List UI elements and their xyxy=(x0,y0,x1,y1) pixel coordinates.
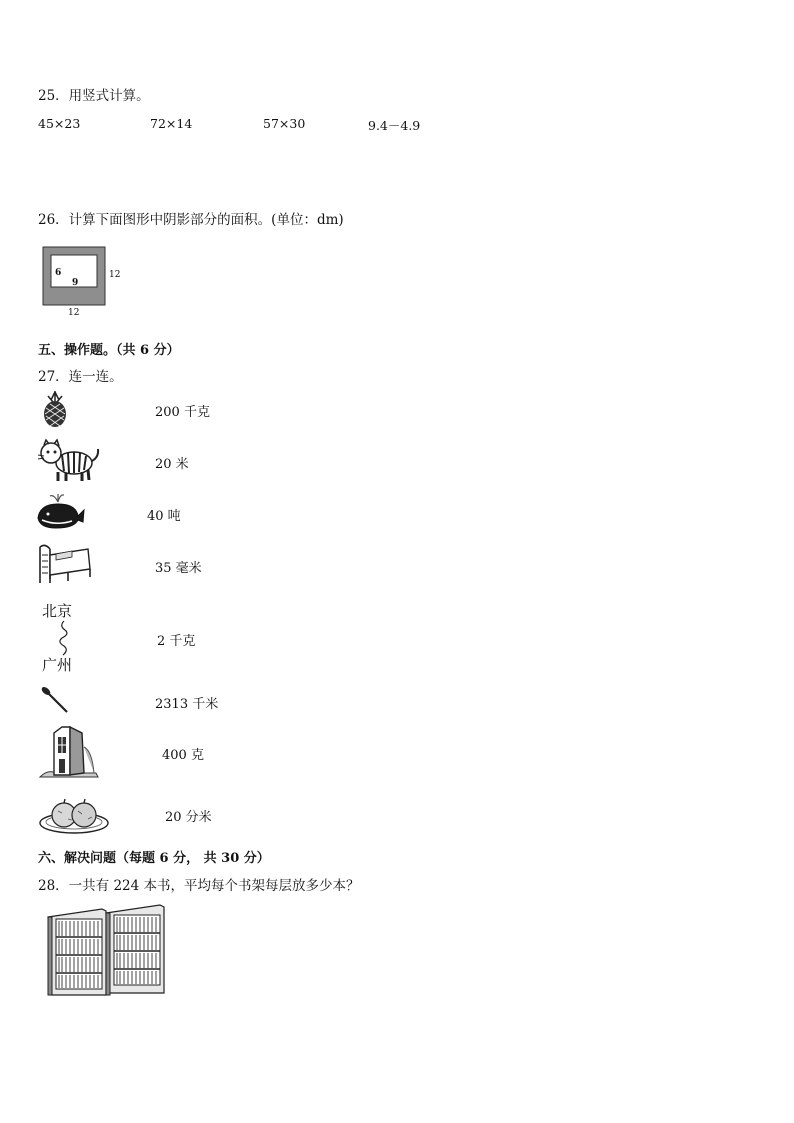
q27-option-2: 20 米 xyxy=(155,457,189,472)
q25-expression-3: 57×30 xyxy=(263,116,306,131)
tiger-icon xyxy=(36,437,102,483)
figure-outer-width-label: 12 xyxy=(68,308,80,318)
q27-option-6: 2313 千米 xyxy=(155,697,219,712)
map-label-beijing: 北京 xyxy=(42,602,73,620)
q25-prompt: 25．用竖式计算。 xyxy=(38,88,150,104)
bed-icon xyxy=(38,541,92,585)
q27-option-8: 20 分米 xyxy=(165,810,212,825)
fruit-plate-icon xyxy=(38,795,110,835)
shaded-square-figure xyxy=(42,246,106,306)
beijing-guangzhou-map-icon xyxy=(54,620,74,656)
q27-prompt: 27．连一连。 xyxy=(38,369,123,385)
whale-icon xyxy=(36,492,86,530)
q28-prompt: 28．一共有 224 本书，平均每个书架每层放多少本？ xyxy=(38,878,360,894)
pineapple-icon xyxy=(38,390,72,428)
nail-icon xyxy=(40,685,70,715)
q27-option-4: 35 毫米 xyxy=(155,561,202,576)
q27-option-1: 200 千克 xyxy=(155,405,210,420)
q26-prompt: 26．计算下面图形中阴影部分的面积。(单位：dm) xyxy=(38,212,344,228)
section-6-title: 六、解决问题（每题 6 分， 共 30 分） xyxy=(38,851,270,866)
section-5-title: 五、操作题。（共 6 分） xyxy=(38,343,180,358)
q27-option-5: 2 千克 xyxy=(157,634,196,649)
q25-expression-2: 72×14 xyxy=(150,116,193,131)
q27-option-3: 40 吨 xyxy=(147,509,181,524)
bookshelves-icon xyxy=(44,903,172,999)
building-icon xyxy=(38,723,100,779)
figure-inner-height-label: 6 xyxy=(55,268,62,278)
q27-option-7: 400 克 xyxy=(162,748,204,763)
map-label-guangzhou: 广州 xyxy=(42,656,73,674)
figure-outer-height-label: 12 xyxy=(109,270,121,280)
q25-expression-1: 45×23 xyxy=(38,116,81,131)
figure-inner-width-label: 9 xyxy=(72,278,79,288)
q25-expression-4: 9.4－4.9 xyxy=(368,118,421,133)
